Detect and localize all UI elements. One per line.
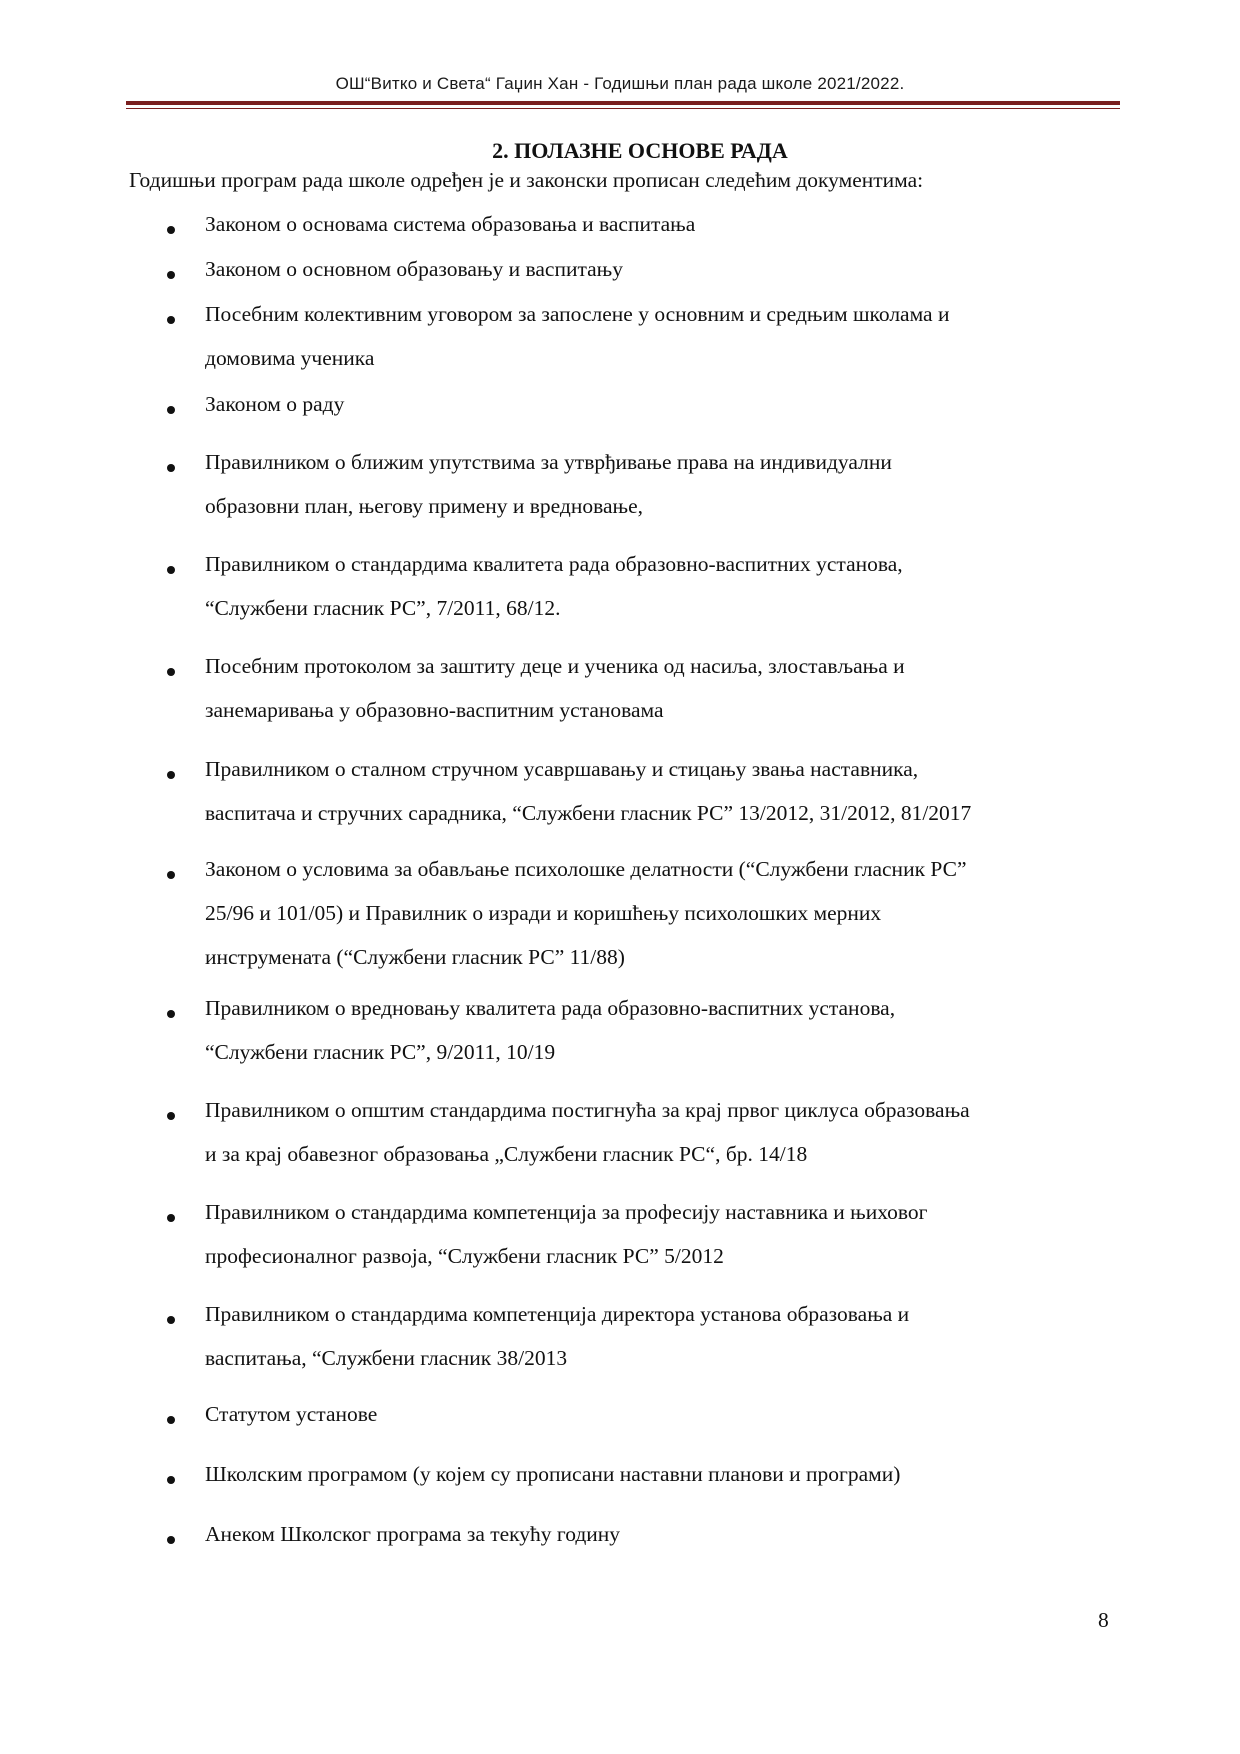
bullet-item-line: Посебним протоколом за заштиту деце и ученика од насиља, злостављања и xyxy=(205,654,905,678)
running-header: ОШ“Витко и Света“ Гаџин Хан - Годишњи план рада школе 2021/2022. xyxy=(335,74,905,93)
bullet-item-line: Школским програмом (у којем су прописани наставни планови и програми) xyxy=(205,1462,901,1486)
bullet-item-line: занемаривања у образовно-васпитним установама xyxy=(205,698,664,722)
bullet-item-line: васпитача и стручних сарадника, “Службени гласник РС” 13/2012, 31/2012, 81/2017 xyxy=(205,801,972,825)
page-number: 8 xyxy=(1098,1608,1109,1632)
bullet-dot-icon xyxy=(167,771,175,779)
bullet-item-line: васпитања, “Службени гласник 38/2013 xyxy=(205,1346,568,1370)
bullet-item-line: Статутом установе xyxy=(205,1402,378,1426)
bullet-dot-icon xyxy=(167,316,175,324)
bullet-dot-icon xyxy=(167,226,175,234)
bullet-item-line: Правилником о сталном стручном усавршавању и стицању звања наставника, xyxy=(205,757,919,781)
bullet-item-line: “Службени гласник РС”, 7/2011, 68/12. xyxy=(205,596,561,620)
bullet-item-line: Правилником о ближим упутствима за утврђивање права на индивидуални xyxy=(205,450,892,474)
bullet-item-line: Законом о основама система образовања и васпитања xyxy=(205,212,696,236)
bullet-dot-icon xyxy=(167,1112,175,1120)
bullet-dot-icon xyxy=(167,566,175,574)
bullet-item-line: Правилником о стандардима квалитета рада образовно-васпитних установа, xyxy=(205,552,903,576)
bullet-item-line: Правилником о стандардима компетенција за професију наставника и њиховог xyxy=(205,1200,928,1224)
bullet-dot-icon xyxy=(167,1316,175,1324)
intro-paragraph: Годишњи програм рада школе одређен је и законски прописан следећим документима: xyxy=(129,168,924,192)
bullet-item-line: Правилником о вредновању квалитета рада образовно-васпитних установа, xyxy=(205,996,896,1020)
section-title: 2. ПОЛАЗНЕ ОСНОВЕ РАДА xyxy=(492,138,788,163)
bullet-item-line: “Службени гласник РС”, 9/2011, 10/19 xyxy=(205,1040,556,1064)
bullet-dot-icon xyxy=(167,668,175,676)
header-rule-thin xyxy=(126,108,1120,109)
header-rule-thick xyxy=(126,101,1120,105)
bullet-dot-icon xyxy=(167,1416,175,1424)
bullet-dot-icon xyxy=(167,464,175,472)
bullet-item-line: домовима ученика xyxy=(205,346,375,370)
bullet-item-line: Посебним колективним уговором за запослене у основним и средњим школама и xyxy=(205,302,950,326)
bullet-dot-icon xyxy=(167,1010,175,1018)
bullet-dot-icon xyxy=(167,1214,175,1222)
bullet-dot-icon xyxy=(167,871,175,879)
bullet-item-line: Анеком Школског програма за текућу годину xyxy=(205,1522,621,1546)
bullet-dot-icon xyxy=(167,271,175,279)
bullet-dot-icon xyxy=(167,1536,175,1544)
bullet-item-line: образовни план, његову примену и вредновање, xyxy=(205,494,643,518)
bullet-item-line: Законом о основном образовању и васпитању xyxy=(205,257,623,281)
bullet-item-line: Законом о условима за обављање психолошке делатности (“Службени гласник РС” xyxy=(205,857,967,881)
bullet-item-line: Законом о раду xyxy=(205,392,345,416)
bullet-item-line: Правилником о стандардима компетенција директора установа образовања и xyxy=(205,1302,910,1326)
bullet-dot-icon xyxy=(167,406,175,414)
bullet-item-line: Правилником о општим стандардима постигнућа за крај првог циклуса образовања xyxy=(205,1098,970,1122)
bullet-item-line: инструмената (“Службени гласник РС” 11/88) xyxy=(205,945,625,969)
bullet-item-line: 25/96 и 101/05) и Правилник о изради и коришћењу психолошких мерних xyxy=(205,901,882,925)
bullet-item-line: и за крај обавезног образовања „Службени гласник РС“, бр. 14/18 xyxy=(205,1142,808,1166)
bullet-item-line: професионалног развоја, “Службени гласник РС” 5/2012 xyxy=(205,1244,724,1268)
bullet-dot-icon xyxy=(167,1476,175,1484)
